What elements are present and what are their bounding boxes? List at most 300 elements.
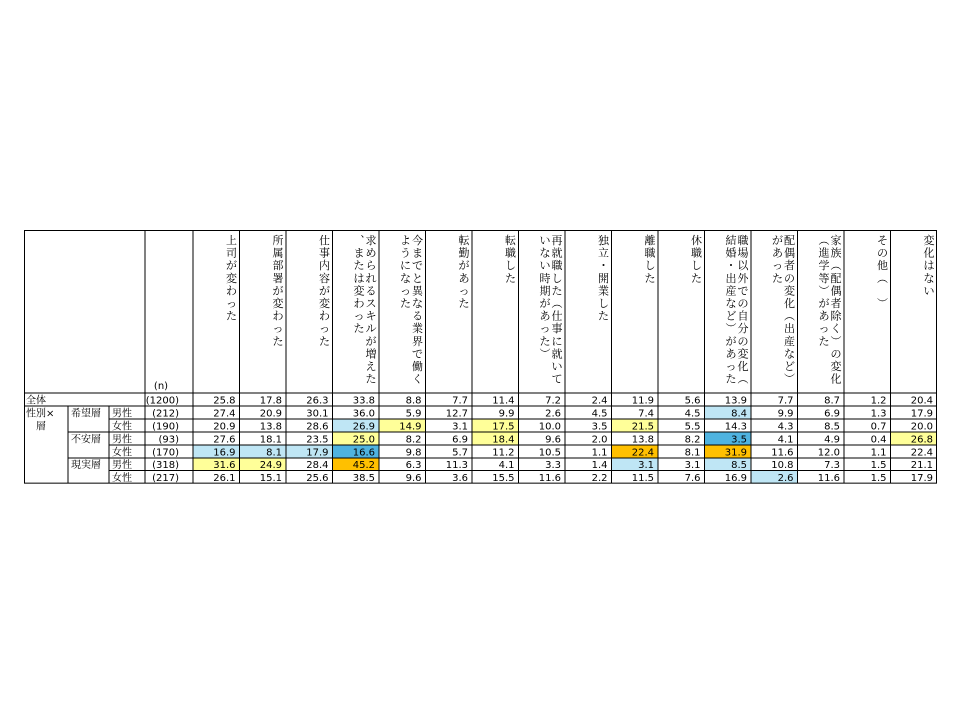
column-header-char: っ bbox=[458, 284, 470, 298]
column-header-char: う bbox=[400, 246, 411, 260]
data-value: 1.5 bbox=[870, 460, 887, 472]
column-header-char: 今 bbox=[412, 234, 423, 247]
data-value: 16.9 bbox=[724, 473, 747, 485]
data-value: 22.4 bbox=[910, 447, 933, 459]
column-header-char: ま bbox=[412, 246, 423, 260]
data-value: 22.4 bbox=[631, 447, 654, 459]
row-label-gender: 女性 bbox=[112, 473, 132, 485]
column-header-char: 外 bbox=[737, 271, 749, 285]
column-header-char: わ bbox=[272, 309, 284, 323]
column-header-char: 分 bbox=[737, 322, 749, 336]
data-value: 2.6 bbox=[545, 408, 561, 420]
column-header-char: 事 bbox=[319, 246, 330, 260]
row-label-gender: 女性 bbox=[112, 447, 132, 459]
column-header-char: が bbox=[539, 297, 551, 310]
column-header-char: が bbox=[458, 259, 470, 273]
column-header-char: 学 bbox=[818, 259, 830, 273]
column-header-char: 変 bbox=[784, 284, 795, 298]
data-value: 45.2 bbox=[352, 460, 375, 472]
column-header-char: 増 bbox=[365, 347, 377, 361]
column-header-char: 異 bbox=[412, 284, 423, 298]
column-header-char: く bbox=[412, 372, 423, 386]
column-header-char: た bbox=[691, 271, 702, 285]
column-header-char: 職 bbox=[551, 259, 563, 273]
column-header-char: な bbox=[400, 271, 411, 285]
data-value: 0.7 bbox=[870, 421, 887, 433]
data-value: 25.8 bbox=[213, 395, 236, 407]
data-value: 26.9 bbox=[352, 421, 375, 433]
column-header-char: 化 bbox=[923, 246, 935, 260]
column-header-char: た bbox=[272, 334, 284, 348]
column-header-char: 独 bbox=[598, 234, 609, 247]
data-value: 1.1 bbox=[870, 447, 887, 459]
data-value: 7.7 bbox=[777, 395, 794, 407]
data-value: 24.9 bbox=[259, 460, 282, 472]
column-header-char: の bbox=[737, 334, 749, 348]
data-value: 11.6 bbox=[817, 473, 840, 485]
data-value: 4.5 bbox=[684, 408, 701, 420]
column-header-char: ︶ bbox=[784, 372, 795, 386]
column-header-char: れ bbox=[365, 271, 377, 285]
data-value: 17.9 bbox=[306, 447, 329, 459]
column-header-char: 化 bbox=[830, 372, 842, 386]
column-header-char: ︵ bbox=[830, 259, 842, 273]
column-header-char: 偶 bbox=[830, 284, 842, 298]
data-value: 9.8 bbox=[405, 447, 422, 459]
column-header-char: が bbox=[272, 284, 284, 298]
column-header-char: 職 bbox=[505, 246, 516, 260]
data-value: 3.1 bbox=[638, 460, 654, 472]
column-header-char: 偶 bbox=[784, 246, 795, 260]
column-header-char: 変 bbox=[226, 271, 237, 285]
column-header-char: た bbox=[365, 372, 377, 386]
data-value: 8.7 bbox=[824, 395, 840, 407]
column-header-char: ︵ bbox=[737, 372, 749, 386]
data-value: 25.0 bbox=[352, 434, 375, 446]
column-header-char: 容 bbox=[319, 271, 330, 285]
data-value: 8.8 bbox=[405, 395, 422, 407]
column-header-char: あ bbox=[539, 309, 551, 323]
column-header-char: め bbox=[365, 246, 377, 260]
column-header-char: が bbox=[772, 234, 783, 247]
column-header-char: 開 bbox=[598, 271, 609, 285]
data-value: 3.6 bbox=[452, 473, 468, 485]
data-value: 3.1 bbox=[452, 421, 468, 433]
group-label-anxiety: 不安層 bbox=[71, 434, 101, 446]
data-value: 6.3 bbox=[405, 460, 422, 472]
column-header-char: ル bbox=[365, 322, 377, 336]
data-value: 11.6 bbox=[771, 447, 794, 459]
column-header-char: っ bbox=[319, 322, 330, 336]
column-header-char: 職 bbox=[644, 246, 656, 260]
column-header-char: は bbox=[353, 271, 365, 285]
data-value: 8.1 bbox=[266, 447, 282, 459]
column-header-char: 業 bbox=[412, 322, 423, 336]
column-header-char: 業 bbox=[598, 284, 609, 298]
column-header-char: し bbox=[598, 297, 609, 310]
data-value: 10.8 bbox=[771, 460, 794, 472]
crosstab-table bbox=[24, 230, 937, 486]
column-header-char: 婚 bbox=[725, 246, 737, 260]
column-header-char: ・ bbox=[725, 259, 737, 273]
data-value: 26.3 bbox=[306, 395, 329, 407]
column-header-char: 化 bbox=[784, 297, 795, 310]
column-header-char: 自 bbox=[737, 309, 749, 323]
data-value: 8.1 bbox=[684, 447, 701, 459]
data-value: 12.7 bbox=[445, 408, 468, 420]
column-header-char: 産 bbox=[784, 334, 795, 348]
column-header-char: 勤 bbox=[458, 246, 470, 260]
data-value: 16.9 bbox=[213, 447, 236, 459]
data-value: 4.9 bbox=[824, 434, 840, 446]
data-value: 5.5 bbox=[684, 421, 701, 433]
data-value: 28.6 bbox=[306, 421, 329, 433]
column-header-char: 変 bbox=[737, 347, 749, 361]
column-header-char: た bbox=[319, 334, 330, 348]
data-value: 20.4 bbox=[910, 395, 933, 407]
data-value: 1.3 bbox=[870, 408, 887, 420]
column-header-char: 結 bbox=[725, 234, 737, 247]
column-header-char: ︶ bbox=[539, 347, 551, 361]
column-header-char: た bbox=[353, 322, 365, 336]
column-header-char: な bbox=[725, 297, 737, 310]
data-value: 2.0 bbox=[591, 434, 608, 446]
column-header-char: は bbox=[923, 259, 935, 273]
column-header-char: で bbox=[412, 347, 423, 361]
data-value: 23.5 bbox=[306, 434, 329, 446]
column-header-char: が bbox=[226, 259, 237, 273]
column-header-char: 期 bbox=[539, 284, 551, 298]
data-value: 27.6 bbox=[213, 434, 236, 446]
row-n-value: (318) bbox=[152, 460, 179, 472]
column-header-char: の bbox=[877, 246, 888, 260]
data-value: 12.0 bbox=[817, 447, 840, 459]
data-value: 38.5 bbox=[352, 473, 375, 485]
data-value: 7.2 bbox=[545, 395, 561, 407]
column-header-char: 進 bbox=[818, 246, 830, 260]
data-value: 17.5 bbox=[492, 421, 515, 433]
data-value: 15.1 bbox=[259, 473, 282, 485]
column-header-char: た bbox=[772, 271, 783, 285]
data-value: 20.9 bbox=[213, 421, 236, 433]
column-header-char: に bbox=[551, 334, 563, 348]
data-value: 8.2 bbox=[405, 434, 422, 446]
data-value: 17.8 bbox=[259, 395, 282, 407]
data-value: 13.9 bbox=[724, 395, 747, 407]
data-value: 1.4 bbox=[591, 460, 608, 472]
column-header-char: あ bbox=[772, 246, 783, 260]
data-value: 0.4 bbox=[870, 434, 887, 446]
column-header-char: ︑ bbox=[353, 234, 365, 247]
data-value: 9.9 bbox=[777, 408, 794, 420]
data-value: 5.9 bbox=[405, 408, 422, 420]
data-value: 1.1 bbox=[591, 447, 608, 459]
column-header-char: い bbox=[551, 360, 563, 373]
data-value: 10.0 bbox=[538, 421, 561, 433]
row-label-gender: 男性 bbox=[112, 460, 132, 472]
group-label-hope: 希望層 bbox=[71, 408, 101, 420]
column-header-char: あ bbox=[458, 271, 470, 285]
column-header-char: が bbox=[818, 297, 830, 310]
column-header-char: あ bbox=[725, 347, 737, 361]
column-header-char: ど bbox=[784, 360, 795, 373]
column-header-char: よ bbox=[400, 234, 411, 247]
column-header-char: が bbox=[725, 334, 737, 348]
column-header-char: で bbox=[737, 284, 749, 298]
data-value: 11.3 bbox=[445, 460, 468, 472]
row-n-value: (170) bbox=[152, 447, 179, 459]
column-header-char: た bbox=[539, 334, 551, 348]
column-header-char: な bbox=[539, 246, 551, 260]
column-header-char: 職 bbox=[737, 234, 749, 247]
column-header-char: に bbox=[400, 259, 411, 273]
column-header-char: い bbox=[539, 259, 551, 273]
data-value: 21.5 bbox=[631, 421, 654, 433]
column-header-char: 働 bbox=[412, 360, 423, 373]
column-header-char: が bbox=[319, 284, 330, 298]
column-header-char: 族 bbox=[830, 246, 842, 260]
column-header-char: っ bbox=[772, 259, 783, 273]
column-header-char: ︵ bbox=[877, 271, 888, 285]
row-label-gender: 女性 bbox=[112, 421, 132, 433]
column-header-char: 転 bbox=[458, 234, 470, 247]
row-label-gender: 男性 bbox=[112, 434, 132, 446]
column-header-char: え bbox=[365, 360, 377, 373]
data-value: 18.4 bbox=[492, 434, 515, 446]
column-header-char: 署 bbox=[272, 271, 284, 285]
data-value: 26.8 bbox=[910, 434, 933, 446]
column-header-char: る bbox=[412, 309, 423, 323]
column-header-char: っ bbox=[400, 284, 411, 298]
column-header-char: 求 bbox=[365, 234, 377, 247]
column-header-char: な bbox=[412, 297, 423, 310]
column-header-char: な bbox=[784, 347, 795, 361]
data-value: 26.1 bbox=[213, 473, 236, 485]
data-value: 7.7 bbox=[452, 395, 468, 407]
data-value: 5.7 bbox=[452, 447, 468, 459]
column-header-char: 内 bbox=[319, 259, 330, 273]
column-header-char: た bbox=[226, 309, 237, 323]
data-value: 11.2 bbox=[492, 447, 515, 459]
crosstab-svg bbox=[24, 230, 937, 486]
column-header-char: 家 bbox=[830, 234, 842, 247]
data-value: 11.5 bbox=[631, 473, 654, 485]
column-header-char: て bbox=[551, 372, 563, 386]
column-header-char: ︵ bbox=[551, 297, 563, 310]
data-value: 6.9 bbox=[824, 408, 840, 420]
column-header-char: 以 bbox=[737, 259, 749, 273]
data-value: 8.5 bbox=[824, 421, 840, 433]
data-value: 30.1 bbox=[306, 408, 329, 420]
column-header-char: っ bbox=[818, 322, 830, 336]
column-header-char: っ bbox=[353, 309, 365, 323]
column-header-char: 就 bbox=[551, 246, 563, 260]
column-header-char: 除 bbox=[830, 309, 842, 323]
data-value: 8.2 bbox=[684, 434, 701, 446]
column-header-char: 配 bbox=[784, 234, 795, 247]
data-value: 2.4 bbox=[591, 395, 608, 407]
column-header-char: 変 bbox=[923, 234, 935, 247]
column-header-char: た bbox=[818, 334, 830, 348]
data-value: 31.9 bbox=[724, 447, 747, 459]
data-value: 2.2 bbox=[591, 473, 608, 485]
data-value: 1.2 bbox=[870, 395, 887, 407]
column-header-char: た bbox=[400, 297, 411, 310]
data-value: 33.8 bbox=[352, 395, 375, 407]
n-header: (n) bbox=[153, 381, 169, 392]
data-value: 3.1 bbox=[684, 460, 701, 472]
data-value: 13.8 bbox=[631, 434, 654, 446]
data-value: 4.5 bbox=[591, 408, 608, 420]
column-header-char: 司 bbox=[226, 246, 237, 260]
data-value: 7.3 bbox=[824, 460, 840, 472]
row-n-value: (217) bbox=[152, 473, 179, 485]
column-header-char: 仕 bbox=[319, 234, 330, 247]
column-header-char: 者 bbox=[784, 259, 795, 273]
column-header-char: 変 bbox=[272, 297, 284, 310]
data-value: 8.4 bbox=[731, 408, 747, 420]
data-value: 7.4 bbox=[638, 408, 654, 420]
row-n-value: (93) bbox=[158, 434, 179, 446]
data-value: 10.5 bbox=[538, 447, 561, 459]
column-header-char: た bbox=[551, 284, 563, 298]
column-header-char: ど bbox=[725, 309, 737, 323]
column-header-char: 変 bbox=[830, 360, 842, 373]
data-value: 20.9 bbox=[259, 408, 282, 420]
column-header-char: で bbox=[412, 259, 423, 273]
column-header-char: る bbox=[365, 284, 377, 298]
column-header-char: あ bbox=[818, 309, 830, 323]
column-header-char: 部 bbox=[272, 259, 284, 273]
column-header-char: 他 bbox=[877, 259, 888, 273]
column-header-char: ︶ bbox=[830, 334, 842, 348]
row-label-total: 全体 bbox=[26, 395, 46, 407]
column-header-char: の bbox=[737, 297, 749, 310]
column-header-char: 化 bbox=[737, 360, 749, 373]
data-value: 15.5 bbox=[492, 473, 515, 485]
column-header-char: 産 bbox=[725, 284, 737, 298]
column-header-char bbox=[877, 284, 888, 297]
data-value: 4.3 bbox=[777, 421, 794, 433]
column-header-char: ︶ bbox=[877, 297, 888, 310]
column-header-char: 者 bbox=[830, 297, 842, 310]
column-header-char: わ bbox=[319, 309, 330, 323]
data-value: 11.9 bbox=[631, 395, 654, 407]
row-n-value: (190) bbox=[152, 421, 179, 433]
column-header-char: 転 bbox=[505, 234, 516, 247]
column-header-char: 出 bbox=[784, 322, 795, 336]
data-value: 5.6 bbox=[684, 395, 701, 407]
column-header-char: ︶ bbox=[725, 322, 737, 336]
data-value: 2.6 bbox=[777, 473, 794, 485]
column-header-char: ら bbox=[365, 259, 377, 273]
column-header-char: 等 bbox=[818, 271, 830, 285]
data-value: 18.1 bbox=[259, 434, 282, 446]
column-header-char: た bbox=[644, 271, 656, 285]
column-header-char: い bbox=[539, 234, 551, 247]
data-value: 6.9 bbox=[452, 434, 468, 446]
group-label-gender-segment: 層 bbox=[36, 421, 46, 433]
data-value: 4.1 bbox=[498, 460, 515, 472]
data-value: 9.9 bbox=[498, 408, 515, 420]
column-header-char: キ bbox=[365, 309, 377, 323]
column-header-char: ・ bbox=[598, 259, 609, 273]
data-value: 25.6 bbox=[306, 473, 329, 485]
column-header-char: 上 bbox=[226, 234, 237, 247]
row-n-value: (212) bbox=[152, 408, 179, 420]
data-value: 16.6 bbox=[352, 447, 375, 459]
column-header-char: く bbox=[830, 322, 842, 336]
data-value: 14.9 bbox=[399, 421, 422, 433]
column-header-char: っ bbox=[226, 297, 237, 310]
column-header-char: 変 bbox=[319, 297, 330, 310]
data-value: 36.0 bbox=[352, 408, 375, 420]
column-header-char: 職 bbox=[691, 246, 702, 260]
data-value: 9.6 bbox=[545, 434, 561, 446]
column-header-char: そ bbox=[877, 234, 888, 247]
data-value: 13.8 bbox=[259, 421, 282, 433]
column-header-char: 出 bbox=[725, 271, 737, 285]
row-label-gender: 男性 bbox=[112, 408, 132, 420]
column-header-char: 属 bbox=[272, 246, 284, 260]
column-header-char: 再 bbox=[551, 234, 563, 247]
data-value: 8.5 bbox=[731, 460, 747, 472]
column-header-char: 場 bbox=[737, 246, 749, 260]
column-header-char: っ bbox=[272, 322, 284, 336]
column-header-char: 休 bbox=[691, 234, 702, 247]
data-value: 7.6 bbox=[684, 473, 701, 485]
column-header-char: ︵ bbox=[818, 234, 830, 247]
column-header-char: な bbox=[923, 271, 935, 285]
data-value: 20.0 bbox=[910, 421, 933, 433]
column-header-char: っ bbox=[725, 360, 737, 373]
column-header-char: し bbox=[691, 259, 702, 273]
column-header-char: た bbox=[598, 309, 609, 323]
column-header-char: た bbox=[353, 259, 365, 273]
column-header-char: 変 bbox=[353, 284, 365, 298]
column-header-char: ス bbox=[365, 297, 377, 310]
column-header-char: 配 bbox=[830, 271, 842, 285]
group-label-reality: 現実層 bbox=[71, 460, 101, 472]
column-header-char: い bbox=[923, 284, 935, 298]
group-label-gender-segment: 性別× bbox=[26, 408, 55, 420]
data-value: 3.5 bbox=[591, 421, 608, 433]
column-header-char: が bbox=[365, 334, 377, 348]
data-value: 14.3 bbox=[724, 421, 747, 433]
column-header-char: 界 bbox=[412, 334, 423, 348]
data-value: 11.4 bbox=[492, 395, 515, 407]
column-header-char: 就 bbox=[551, 347, 563, 361]
column-header-char: ま bbox=[353, 246, 365, 260]
data-value: 27.4 bbox=[213, 408, 236, 420]
data-value: 4.1 bbox=[777, 434, 794, 446]
data-value: 9.6 bbox=[405, 473, 422, 485]
column-header-char: 仕 bbox=[551, 309, 563, 323]
data-value: 11.6 bbox=[538, 473, 561, 485]
column-header-char: 時 bbox=[539, 271, 551, 285]
column-header-char: 立 bbox=[598, 246, 609, 260]
column-header-char: っ bbox=[539, 322, 551, 336]
column-header-char: の bbox=[830, 347, 842, 361]
column-header-char: し bbox=[551, 271, 563, 285]
data-value: 3.3 bbox=[545, 460, 561, 472]
row-n-value: (1200) bbox=[145, 395, 179, 407]
column-header-char: と bbox=[412, 271, 423, 285]
column-header-char: わ bbox=[353, 297, 365, 310]
column-header-char: わ bbox=[226, 284, 237, 298]
column-header-char: 離 bbox=[644, 234, 656, 247]
data-value: 3.5 bbox=[731, 434, 747, 446]
